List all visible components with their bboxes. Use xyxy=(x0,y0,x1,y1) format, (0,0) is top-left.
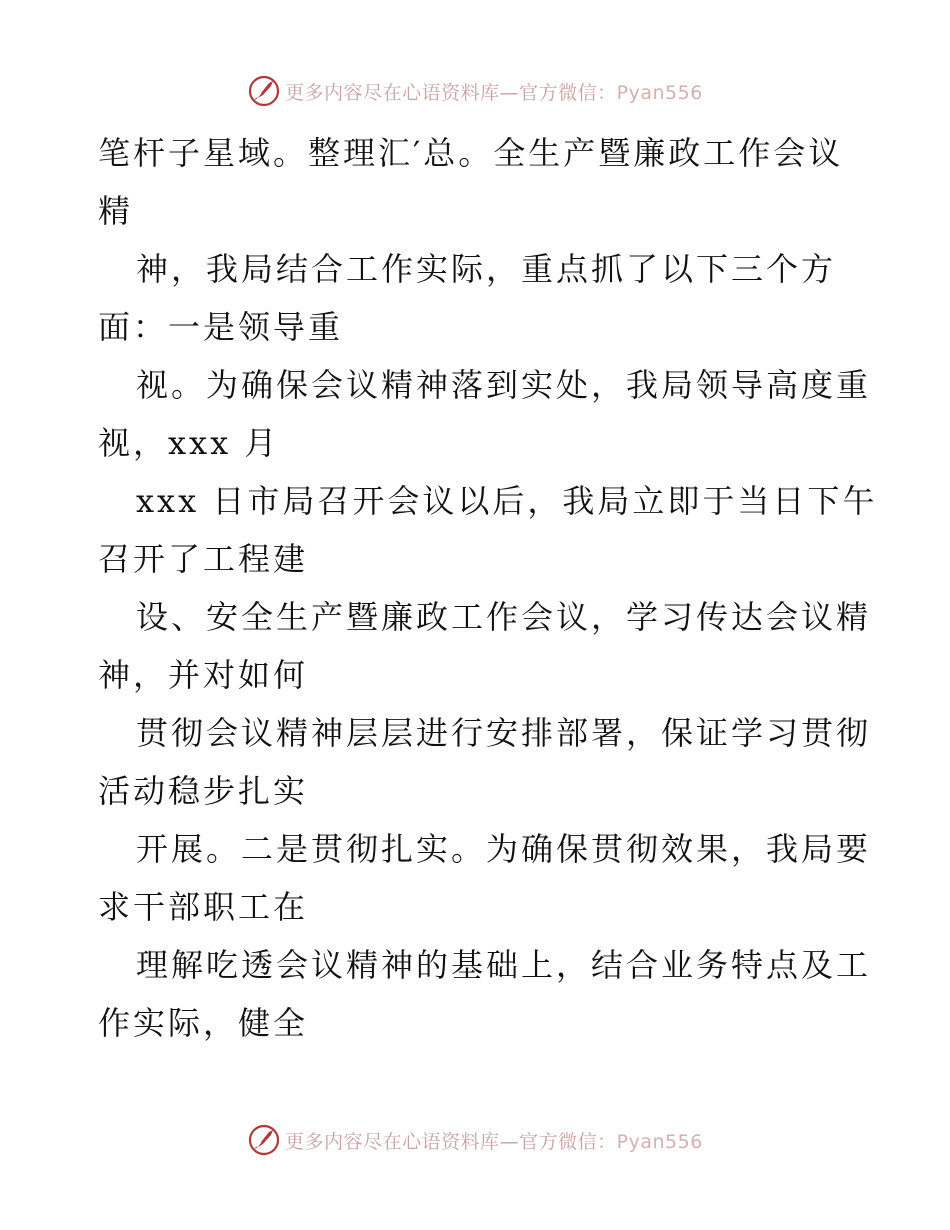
text-line: 视。为确保会议精神落到实处，我局领导高度重 xyxy=(136,366,872,404)
text-line: 笔杆子星域。整理汇′总。全生产暨廉政工作会议 xyxy=(98,134,844,172)
text-line: 求干部职工在 xyxy=(98,888,309,926)
text-line: 精 xyxy=(98,192,134,230)
document-body xyxy=(98,124,878,1052)
footer-banner-text: 更多内容尽在心语资料库—官方微信：Pyan556 xyxy=(285,1130,703,1153)
text-line: 活动稳步扎实 xyxy=(98,772,309,810)
text-line: 作实际，健全 xyxy=(98,1004,309,1042)
quill-logo-icon xyxy=(247,1123,281,1157)
quill-logo-icon xyxy=(247,74,281,108)
text-line: 理解吃透会议精神的基础上，结合业务特点及工 xyxy=(136,946,872,984)
text-line: 神，并对如何 xyxy=(98,656,309,694)
footer-banner xyxy=(0,1120,950,1160)
text-line: xxx 日市局召开会议以后，我局立即于当日下午 xyxy=(136,482,878,520)
header-banner xyxy=(0,71,950,111)
text-line: 视，xxx 月 xyxy=(98,424,280,462)
header-banner-text: 更多内容尽在心语资料库—官方微信：Pyan556 xyxy=(285,81,703,104)
text-line: 召开了工程建 xyxy=(98,540,309,578)
text-line: 面：一是领导重 xyxy=(98,308,344,346)
text-line: 贯彻会议精神层层进行安排部署，保证学习贯彻 xyxy=(136,714,872,752)
text-line: 设、安全生产暨廉政工作会议，学习传达会议精 xyxy=(136,598,872,636)
text-line: 神，我局结合工作实际，重点抓了以下三个方 xyxy=(136,250,837,288)
text-line: 开展。二是贯彻扎实。为确保贯彻效果，我局要 xyxy=(136,830,872,868)
